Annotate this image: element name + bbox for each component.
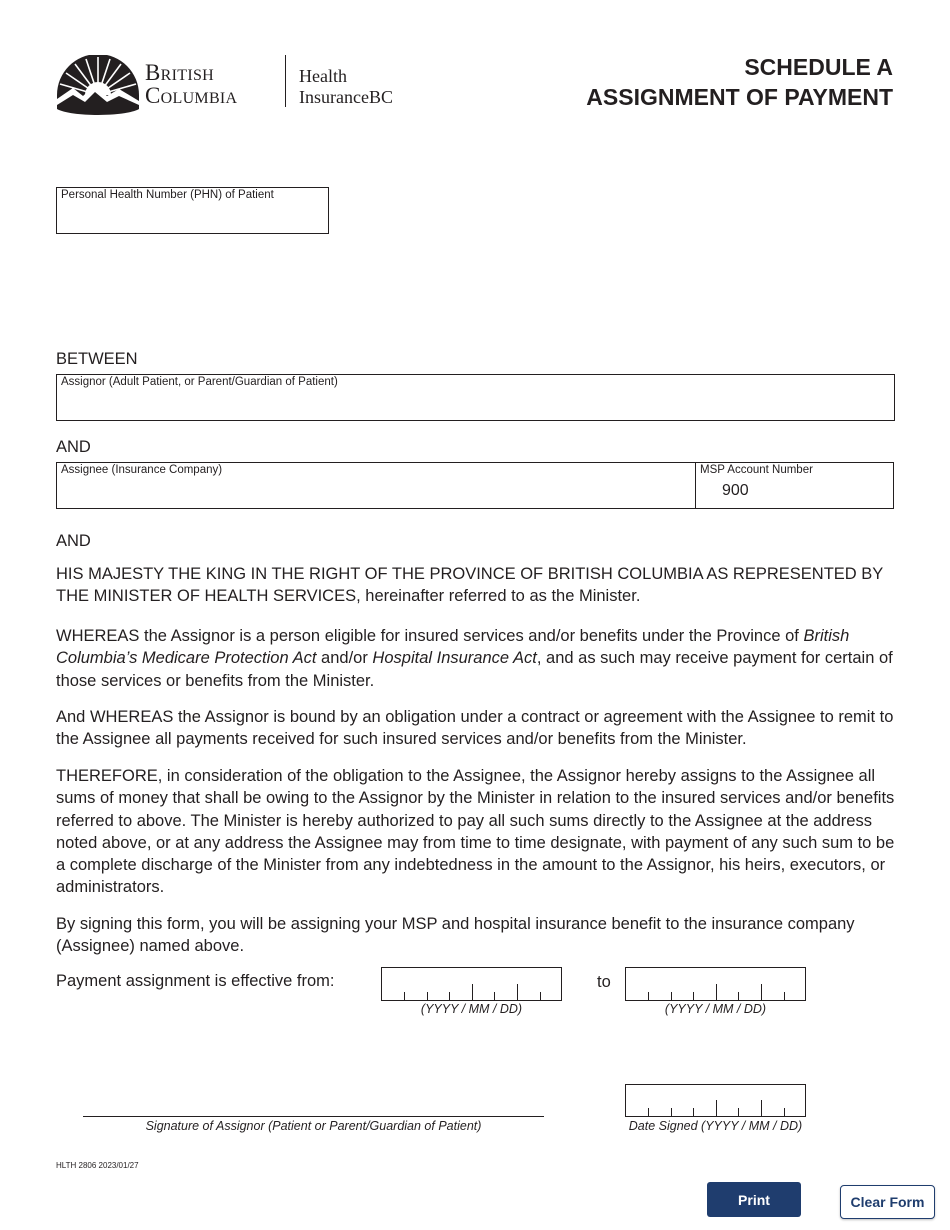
assignor-input[interactable] xyxy=(57,394,894,420)
whereas-text-a: WHEREAS the Assignor is a person eligible for insured services and/or benefits under the Province of xyxy=(56,627,804,645)
msp-account-field[interactable] xyxy=(695,462,894,509)
to-date-format-caption: (YYYY / MM / DD) xyxy=(664,1002,767,1016)
effective-to-date-input[interactable] xyxy=(625,967,806,1001)
msp-account-label: MSP Account Number xyxy=(700,464,813,476)
date-signed-input[interactable] xyxy=(625,1084,806,1117)
logo-line-1: British xyxy=(145,60,214,85)
assignee-input[interactable] xyxy=(57,482,696,508)
logo-org-line-1: Health xyxy=(299,66,347,86)
logo-divider xyxy=(285,55,286,107)
paragraph-parties: HIS MAJESTY THE KING IN THE RIGHT OF THE PROVINCE OF BRITISH COLUMBIA AS REPRESENTED BY THE MINISTER OF HEALTH SERVICES, hereinafter referred to as the Minister. xyxy=(56,565,883,606)
paragraph-whereas xyxy=(56,625,896,692)
date-signed-caption: Date Signed (YYYY / MM / DD) xyxy=(628,1119,803,1133)
assignee-field[interactable] xyxy=(56,462,697,509)
assignee-label: Assignee (Insurance Company) xyxy=(61,464,223,476)
logo-org-name xyxy=(299,66,393,108)
phn-label: Personal Health Number (PHN) of Patient xyxy=(61,189,274,201)
logo-org-line-2: InsuranceBC xyxy=(299,87,393,107)
to-label: to xyxy=(597,973,611,991)
whereas-act-1: British Columbia’s Medicare Protection Act xyxy=(56,627,850,668)
signature-line[interactable] xyxy=(83,1116,544,1117)
phn-input[interactable] xyxy=(57,207,328,233)
and-label-2: AND xyxy=(56,532,91,550)
msp-account-value: 900 xyxy=(722,482,749,499)
between-label: BETWEEN xyxy=(56,350,138,368)
signature-caption: Signature of Assignor (Patient or Parent/Guardian of Patient) xyxy=(145,1119,482,1133)
bc-logo xyxy=(55,55,415,117)
whereas-act-2: Hospital Insurance Act xyxy=(372,649,537,668)
page-title xyxy=(586,52,893,112)
whereas-text-b: and/or xyxy=(316,649,373,668)
assignor-field[interactable] xyxy=(56,374,895,421)
whereas-text-c: , and as such may receive payment for certain of those services or benefits from the Minister. xyxy=(56,649,893,690)
paragraph-and-whereas: And WHEREAS the Assignor is bound by an obligation under a contract or agreement with the Assignee to remit to the Assignee all payments received for such insured services and/or benefits from the Minister. xyxy=(56,708,894,749)
from-date-format-caption: (YYYY / MM / DD) xyxy=(420,1002,523,1016)
effective-from-date-input[interactable] xyxy=(381,967,562,1001)
phn-field[interactable] xyxy=(56,187,329,234)
and-label-1: AND xyxy=(56,438,91,456)
form-code: HLTH 2806 2023/01/27 xyxy=(56,1161,139,1170)
logo-line-2: Columbia xyxy=(145,83,238,108)
assignor-label: Assignor (Adult Patient, or Parent/Guardian of Patient) xyxy=(61,376,338,388)
bc-sun-logo-icon xyxy=(55,55,141,115)
print-button[interactable]: Print xyxy=(707,1182,801,1217)
effective-from-label: Payment assignment is effective from: xyxy=(56,972,335,990)
logo-wordmark xyxy=(145,61,237,107)
title-line-1: SCHEDULE A xyxy=(744,54,893,80)
paragraph-signing-notice: By signing this form, you will be assigning your MSP and hospital insurance benefit to the insurance company (Assignee) named above. xyxy=(56,915,855,956)
title-line-2: ASSIGNMENT OF PAYMENT xyxy=(586,84,893,110)
clear-form-button[interactable]: Clear Form xyxy=(840,1185,935,1219)
paragraph-therefore: THEREFORE, in consideration of the obligation to the Assignee, the Assignor hereby assigns to the Assignee all sums of money that shall be owing to the Assignor by the Minister in relation to the insured services and/or benefits referred to above. The Minister is hereby authorized to pay all such sums directly to the Assignee at the address noted above, or at any address the Assignee may from time to time designate, with payment of any such sum to be a complete discharge of the Minister from any indebtedness in the amount to the Assignor, his heirs, executors, or administrators. xyxy=(56,767,895,897)
